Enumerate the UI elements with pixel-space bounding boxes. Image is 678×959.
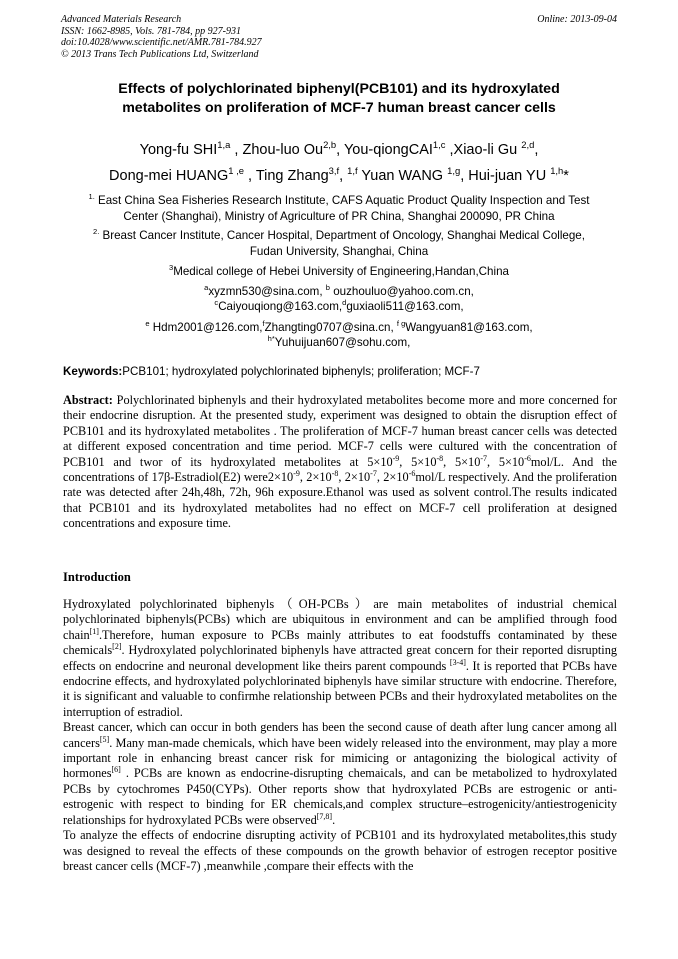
author-affil-mark: 1,a (217, 139, 231, 151)
abstract-text: , 2×10 (299, 470, 332, 485)
author-separator: , (339, 168, 348, 184)
affiliation-3 (60, 264, 618, 280)
exponent: -8 (436, 453, 444, 463)
corresponding-mark: * (563, 168, 569, 184)
affiliation-text: Medical college of Hebei University of Engineering,Handan,China (173, 265, 509, 278)
abstract-text: , 5×10 (443, 454, 481, 469)
email-link[interactable]: Zhangting0707@sina.cn, (264, 321, 397, 334)
email-link[interactable]: Hdm2001@126.com, (149, 321, 263, 334)
author-affil-mark: 2,b (323, 139, 337, 151)
email-line (60, 320, 618, 335)
author-affil-mark: 1,c (432, 139, 446, 151)
email-line (60, 284, 618, 299)
affiliation-line: Center (Shanghai), Ministry of Agriculture of PR China, Shanghai 200090, PR China (123, 209, 555, 223)
journal-name: Advanced Materials Research (61, 14, 182, 25)
author-separator: , (534, 142, 539, 158)
exponent: -8 (331, 468, 339, 478)
author-affil-mark: 2,d (521, 139, 535, 151)
author-name: Ting Zhang (255, 168, 329, 184)
intro-text: Hydroxylated polychlorinated biphenyls（OH-PCBs）are main metabolites of industrial chemical polychlorinated biphenyls(PCBs) which are ubiquitous in environment and can be amplified through food chain (63, 597, 617, 642)
intro-text: . (332, 812, 336, 827)
affiliation-line: Fudan University, Shanghai, China (249, 244, 429, 258)
title-line: Effects of polychlorinated biphenyl(PCB101) and its hydroxylated (118, 81, 560, 97)
online-date: Online: 2013-09-04 (537, 14, 617, 25)
abstract-text: , 2×10 (338, 470, 371, 485)
abstract-text: mol/L. And the concentrations of 17β-Estradiol(E2) were2×10 (63, 454, 618, 485)
exponent: -9 (293, 468, 300, 478)
introduction-body (63, 597, 617, 874)
author-name: Dong-mei HUANG (109, 168, 229, 184)
email-mark: h* (267, 334, 275, 344)
author-name: Yuan WANG (357, 168, 448, 184)
abstract-label: Abstract: (63, 393, 113, 407)
citation[interactable]: [1] (89, 626, 99, 636)
journal-header (61, 14, 617, 60)
exponent: -6 (524, 453, 531, 463)
citation[interactable]: [2] (112, 642, 122, 652)
citation[interactable]: [6] (111, 765, 121, 775)
email-line (60, 299, 618, 314)
title-line: metabolites on proliferation of MCF-7 human breast cancer cells (122, 100, 556, 116)
email-mark: e (145, 319, 150, 329)
author-separator: , (336, 142, 344, 158)
abstract-text: , 2×10 (376, 470, 409, 485)
author-name: Xiao-li Gu (453, 142, 522, 158)
author-name: Zhou-luo Ou (242, 142, 324, 158)
email-mark: f (262, 319, 265, 329)
abstract-paragraph (63, 393, 617, 532)
keywords-label: Keywords: (63, 365, 123, 378)
author-list (50, 137, 628, 189)
author-affil-mark: 1,g (447, 165, 461, 177)
abstract-text: Polychlorinated biphenyls and their hydroxylated metabolites become more and more concerned for their endocrine disruption. At the presented study, experiment was designed to obtain the disruption effect of PCB101 and its hydroxylated metabolites . The proliferation of MCF-7 human breast cancer cells was detected at different exposed concentration and time period. MCF-7 cells were cultured with the concentration of PCB101 and twor of its hydroxylated metabolites at 5×10 (63, 393, 617, 469)
author-name: You-qiongCAI (343, 142, 433, 158)
affiliation-1 (60, 193, 618, 224)
email-link[interactable]: Wangyuan81@163.com, (405, 321, 533, 334)
affiliation-mark: 3 (169, 263, 174, 273)
intro-paragraph (63, 597, 617, 720)
citation[interactable]: [3-4] (449, 657, 466, 667)
email-link[interactable]: xyzmn530@sina.com, (208, 285, 326, 298)
journal-doi[interactable]: doi:10.4028/www.scientific.net/AMR.781-784.927 (61, 37, 262, 48)
author-name: Hui-juan YU (468, 168, 551, 184)
author-name: Yong-fu SHI (139, 142, 218, 158)
journal-info (61, 14, 617, 60)
section-heading-introduction: Introduction (63, 570, 131, 584)
exponent: -7 (370, 468, 377, 478)
author-separator: , (460, 168, 469, 184)
affiliation-mark: 2. (93, 227, 100, 237)
affiliation-2 (60, 228, 618, 259)
citation[interactable]: [5] (99, 734, 110, 744)
abstract-text: , 5×10 (487, 454, 525, 469)
abstract-text: , 5×10 (399, 454, 437, 469)
abstract (63, 393, 617, 532)
author-affil-mark: 1 ,e (228, 165, 244, 177)
intro-text: . Many man-made chemicals, which have been widely released into the environment, may play a more important role in enhancing breast cancer risk for mimicing or antagonizing the biological activity of hormones (63, 735, 617, 781)
exponent: -9 (392, 453, 400, 463)
email-line (60, 335, 618, 350)
email-mark: b (325, 283, 330, 293)
affiliation-line (60, 264, 618, 280)
author-affil-mark: 1,h (550, 165, 564, 177)
email-mark: a (204, 283, 209, 293)
affiliation-mark: 1. (88, 192, 95, 202)
journal-issn: ISSN: 1662-8985, Vols. 781-784, pp 927-931 (61, 25, 241, 37)
affiliation-line (60, 228, 618, 244)
email-mark: c (214, 298, 219, 308)
intro-paragraph (63, 720, 617, 828)
email-list (60, 284, 618, 350)
keywords-text: PCB101; hydroxylated polychlorinated biphenyls; proliferation; MCF-7 (122, 365, 480, 378)
email-link[interactable]: Caiyouqiong@163.com, (218, 300, 343, 313)
author-separator: , (230, 142, 243, 158)
author-line (50, 137, 628, 163)
author-separator: , (445, 142, 454, 158)
abstract-text: mol/L respectively. And the proliferation rate was detected after 24h,48h, 72h, 96h exposure.Ethanol was used as solvent control.The results indicated that PCB101 and its hydroxylated metabolites had no effect on MCF-7 cell proliferation at designed concentrations and exposure time. (63, 470, 618, 531)
email-mark: d (342, 298, 347, 308)
paper-title (40, 80, 638, 118)
intro-text: . PCBs are known as endocrine-disrupting chemaicals, and can be metabolized to hydroxylated PCBs by cytochromes P450(CYPs). Other reports show that hydroxylated PCBs are estrogenic or anti-estrogenic with respect to binding for ER chemicals,and complex structure–estrogenicity/antiestrogenicity relationships for hydroxylated PCBs were observed (63, 766, 617, 827)
exponent: -7 (480, 453, 487, 463)
intro-text: .Therefore, human exposure to PCBs mainly attributes to eat foodstuffs contaminated by these chemicals (63, 627, 617, 658)
email-link[interactable]: Yuhuijuan607@sohu.com, (274, 336, 411, 349)
intro-text: . Hydroxylated polychlorinated biphenyls have attracted great concern for their reported disrupting effects on endocrine and neuronal development like theirs parent compounds (63, 643, 617, 673)
email-link[interactable]: ouzhouluo@yahoo.com.cn, (329, 285, 474, 298)
email-mark: f g (396, 319, 406, 329)
intro-text: . It is reported that PCBs have endocrine effects, and hydroxylated polychlorinated biphenyls have similar structure with endocrine. Therefore, it is significant and valuable to confirmhe relationship between PCBs and their hydroxylated metabolites on the interruption of estradiol. (63, 658, 617, 719)
affiliation-text: Breast Cancer Institute, Cancer Hospital, Department of Oncology, Shanghai Medical College, (99, 229, 585, 242)
author-affil-mark: 1,f (347, 165, 358, 177)
email-link[interactable]: guxiaoli511@163.com, (346, 300, 464, 313)
exponent: -6 (408, 468, 416, 478)
intro-paragraph: To analyze the effects of endocrine disrupting activity of PCB101 and its hydroxylated metabolites,this study was designed to reveal the effects of these compounds on the growth behavior of estrogen receptor positive breast cancer cells (MCF-7) ,meanwhile ,compare their effects with the (63, 828, 617, 873)
journal-copyright: © 2013 Trans Tech Publications Ltd, Switzerland (61, 48, 259, 60)
author-affil-mark: 3,f (328, 165, 340, 177)
intro-text: Breast cancer, which can occur in both genders has been the second cause of death after lung cancer among all cancers (63, 720, 617, 750)
citation[interactable]: [7,8] (316, 811, 333, 821)
affiliation-line (60, 193, 618, 209)
author-line (50, 163, 628, 189)
keywords (63, 364, 619, 379)
author-separator: , (244, 168, 256, 184)
affiliation-text: East China Sea Fisheries Research Institute, CAFS Aquatic Product Quality Inspection and Test (94, 194, 590, 207)
